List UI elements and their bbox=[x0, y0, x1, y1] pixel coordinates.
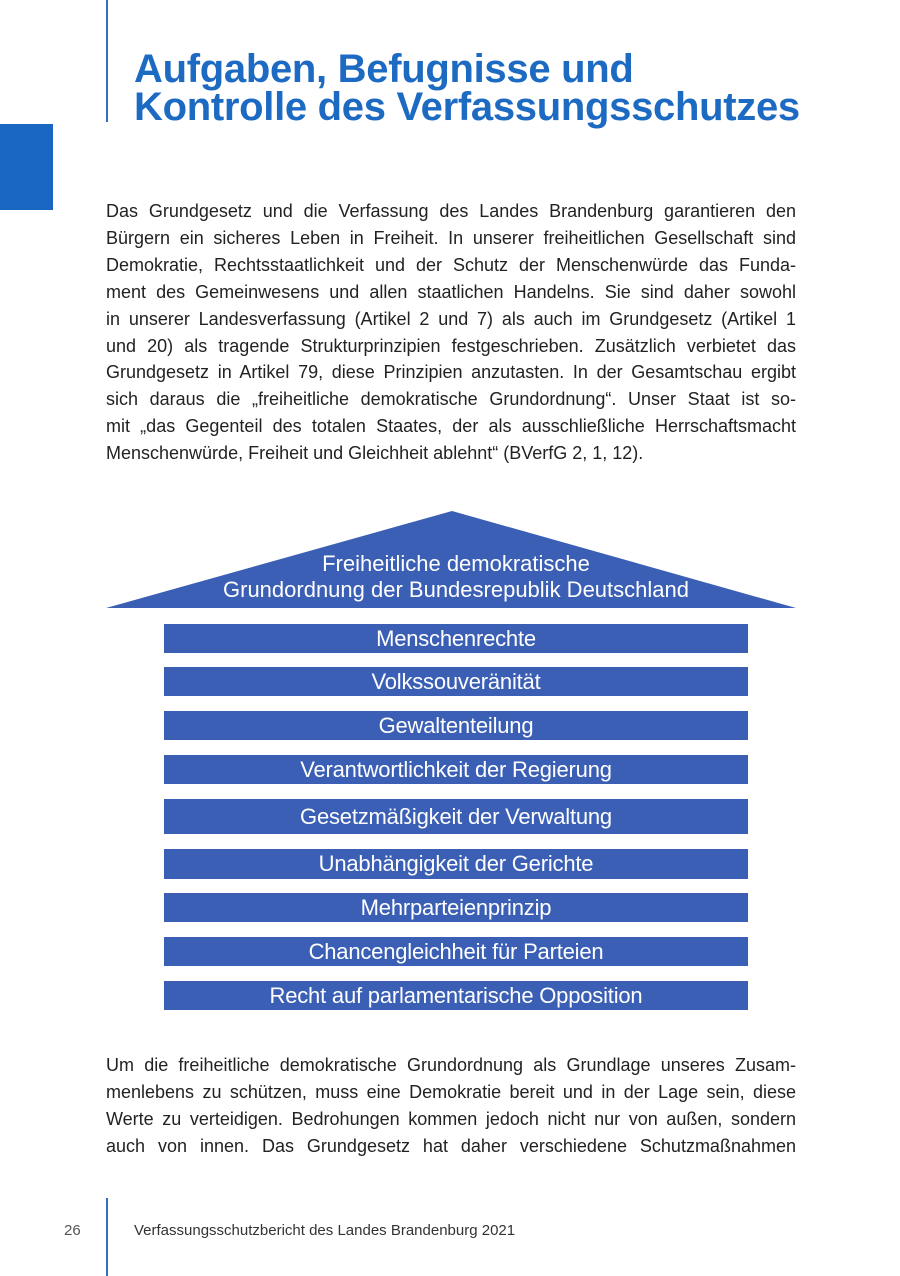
pillar-chancengleichheit-parteien: Chancengleichheit für Parteien bbox=[164, 937, 748, 966]
text-line: und 20) als tragende Strukturprinzipien festgeschrieben. Zusätzlich verbietet das bbox=[106, 335, 796, 356]
text-line: Menschenwürde, Freiheit und Gleichheit ablehnt“ (BVerfG 2, 1, 12). bbox=[106, 443, 644, 464]
text-line: Um die freiheitliche demokratische Grundordnung als Grundlage unseres Zusam- bbox=[106, 1055, 796, 1075]
pillar-gesetzmaessigkeit-verwaltung: Gesetzmäßigkeit der Verwaltung bbox=[164, 799, 748, 834]
footer-vertical-rule bbox=[106, 1198, 108, 1276]
text-line: ment des Gemeinwesens und allen staatlichen Handelns. Sie sind daher sowohl bbox=[106, 281, 796, 302]
text-line: Das Grundgesetz und die Verfassung des Landes Brandenburg garantieren den bbox=[106, 201, 796, 221]
text-line: Demokratie, Rechtsstaatlichkeit und der Schutz der Menschenwürde das Funda- bbox=[106, 254, 796, 275]
chapter-side-tab bbox=[0, 124, 53, 210]
intro-paragraph bbox=[106, 198, 796, 467]
text-line: in unserer Landesverfassung (Artikel 2 und 7) als auch im Grundgesetz (Artikel 1 bbox=[106, 308, 796, 329]
text-line: Grundgesetz in Artikel 79, diese Prinzipien anzutasten. In der Gesamtschau ergibt bbox=[106, 362, 796, 383]
pillar-parlamentarische-opposition: Recht auf parlamentarische Opposition bbox=[164, 981, 748, 1010]
page-title-line: Kontrolle des Verfassungsschutzes bbox=[134, 85, 800, 129]
text-line: Bürgern ein sicheres Leben in Freiheit. In unserer freiheitlichen Gesellschaft sind bbox=[106, 227, 796, 248]
page-title-line: Aufgaben, Befugnisse und bbox=[134, 47, 634, 91]
footer-publication-title: Verfassungsschutzbericht des Landes Brandenburg 2021 bbox=[134, 1222, 516, 1239]
pillar-menschenrechte: Menschenrechte bbox=[164, 624, 748, 653]
text-line: sich daraus die „freiheitliche demokratische Grundordnung“. Unser Staat ist so- bbox=[106, 389, 796, 410]
text-line: mit „das Gegenteil des totalen Staates, der als ausschließliche Herrschaftsmacht bbox=[106, 416, 796, 437]
text-line: auch von innen. Das Grundgesetz hat daher verschiedene Schutzmaßnahmen bbox=[106, 1135, 796, 1156]
pillar-mehrparteienprinzip: Mehrparteienprinzip bbox=[164, 893, 748, 922]
roof-label-line: Grundordnung der Bundesrepublik Deutschland bbox=[223, 577, 689, 602]
top-vertical-rule bbox=[106, 0, 108, 122]
roof-label bbox=[106, 551, 806, 603]
pillar-gewaltenteilung: Gewaltenteilung bbox=[164, 711, 748, 740]
page-number: 26 bbox=[64, 1222, 81, 1239]
text-line: Werte zu verteidigen. Bedrohungen kommen jedoch nicht nur von außen, sondern bbox=[106, 1108, 796, 1129]
roof-label-line: Freiheitliche demokratische bbox=[322, 551, 590, 576]
text-line: menlebens zu schützen, muss eine Demokratie bereit und in der Lage sein, diese bbox=[106, 1081, 796, 1102]
protection-paragraph bbox=[106, 1052, 796, 1160]
fdgo-house-diagram bbox=[106, 511, 796, 1011]
pillar-unabhaengigkeit-gerichte: Unabhängigkeit der Gerichte bbox=[164, 849, 748, 879]
pillar-volkssouveraenitaet: Volkssouveränität bbox=[164, 667, 748, 696]
page-title bbox=[134, 47, 874, 129]
pillar-verantwortlichkeit-regierung: Verantwortlichkeit der Regierung bbox=[164, 755, 748, 784]
